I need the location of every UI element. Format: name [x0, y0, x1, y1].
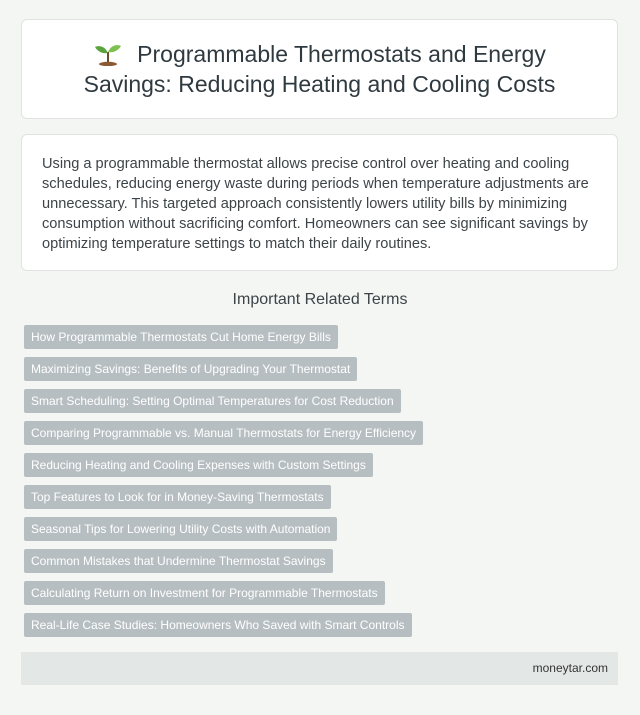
related-term-tag[interactable]: Real-Life Case Studies: Homeowners Who Saved with Smart Controls — [24, 613, 412, 637]
footer — [21, 652, 618, 685]
related-terms-heading: Important Related Terms — [232, 291, 408, 308]
list-item — [24, 357, 624, 381]
related-term-tag[interactable]: Seasonal Tips for Lowering Utility Costs with Automation — [24, 517, 337, 541]
related-term-tag[interactable]: How Programmable Thermostats Cut Home Energy Bills — [24, 325, 338, 349]
sprout-icon — [93, 40, 123, 66]
list-item — [24, 613, 624, 637]
list-item — [24, 517, 624, 541]
list-item — [24, 453, 624, 477]
title-card — [21, 19, 618, 119]
related-term-tag[interactable]: Reducing Heating and Cooling Expenses with Custom Settings — [24, 453, 373, 477]
summary-text: Using a programmable thermostat allows precise control over heating and cooling schedules, reducing energy waste during periods when temperature adjustments are unnecessary. This targeted approach consistently lowers utility bills by minimizing consumption without sacrificing comfort. Homeowners can see significant savings by optimizing temperature settings to match their daily routines. — [42, 156, 589, 252]
related-term-tag[interactable]: Calculating Return on Investment for Programmable Thermostats — [24, 581, 385, 605]
related-term-tag[interactable]: Common Mistakes that Undermine Thermostat Savings — [24, 549, 333, 573]
list-item — [24, 421, 624, 445]
list-item — [24, 389, 624, 413]
page-title-text: Programmable Thermostats and Energy Savings: Reducing Heating and Cooling Costs — [83, 41, 556, 97]
list-item — [24, 485, 624, 509]
related-term-tag[interactable]: Smart Scheduling: Setting Optimal Temperatures for Cost Reduction — [24, 389, 401, 413]
footer-site-link[interactable]: moneytar.com — [532, 661, 608, 675]
list-item — [24, 325, 624, 349]
related-terms-list — [24, 325, 624, 645]
summary-card — [21, 134, 618, 271]
related-term-tag[interactable]: Maximizing Savings: Benefits of Upgrading Your Thermostat — [24, 357, 357, 381]
list-item — [24, 549, 624, 573]
page-title — [22, 39, 617, 99]
related-term-tag[interactable]: Top Features to Look for in Money-Saving Thermostats — [24, 485, 331, 509]
related-term-tag[interactable]: Comparing Programmable vs. Manual Thermostats for Energy Efficiency — [24, 421, 423, 445]
list-item — [24, 581, 624, 605]
